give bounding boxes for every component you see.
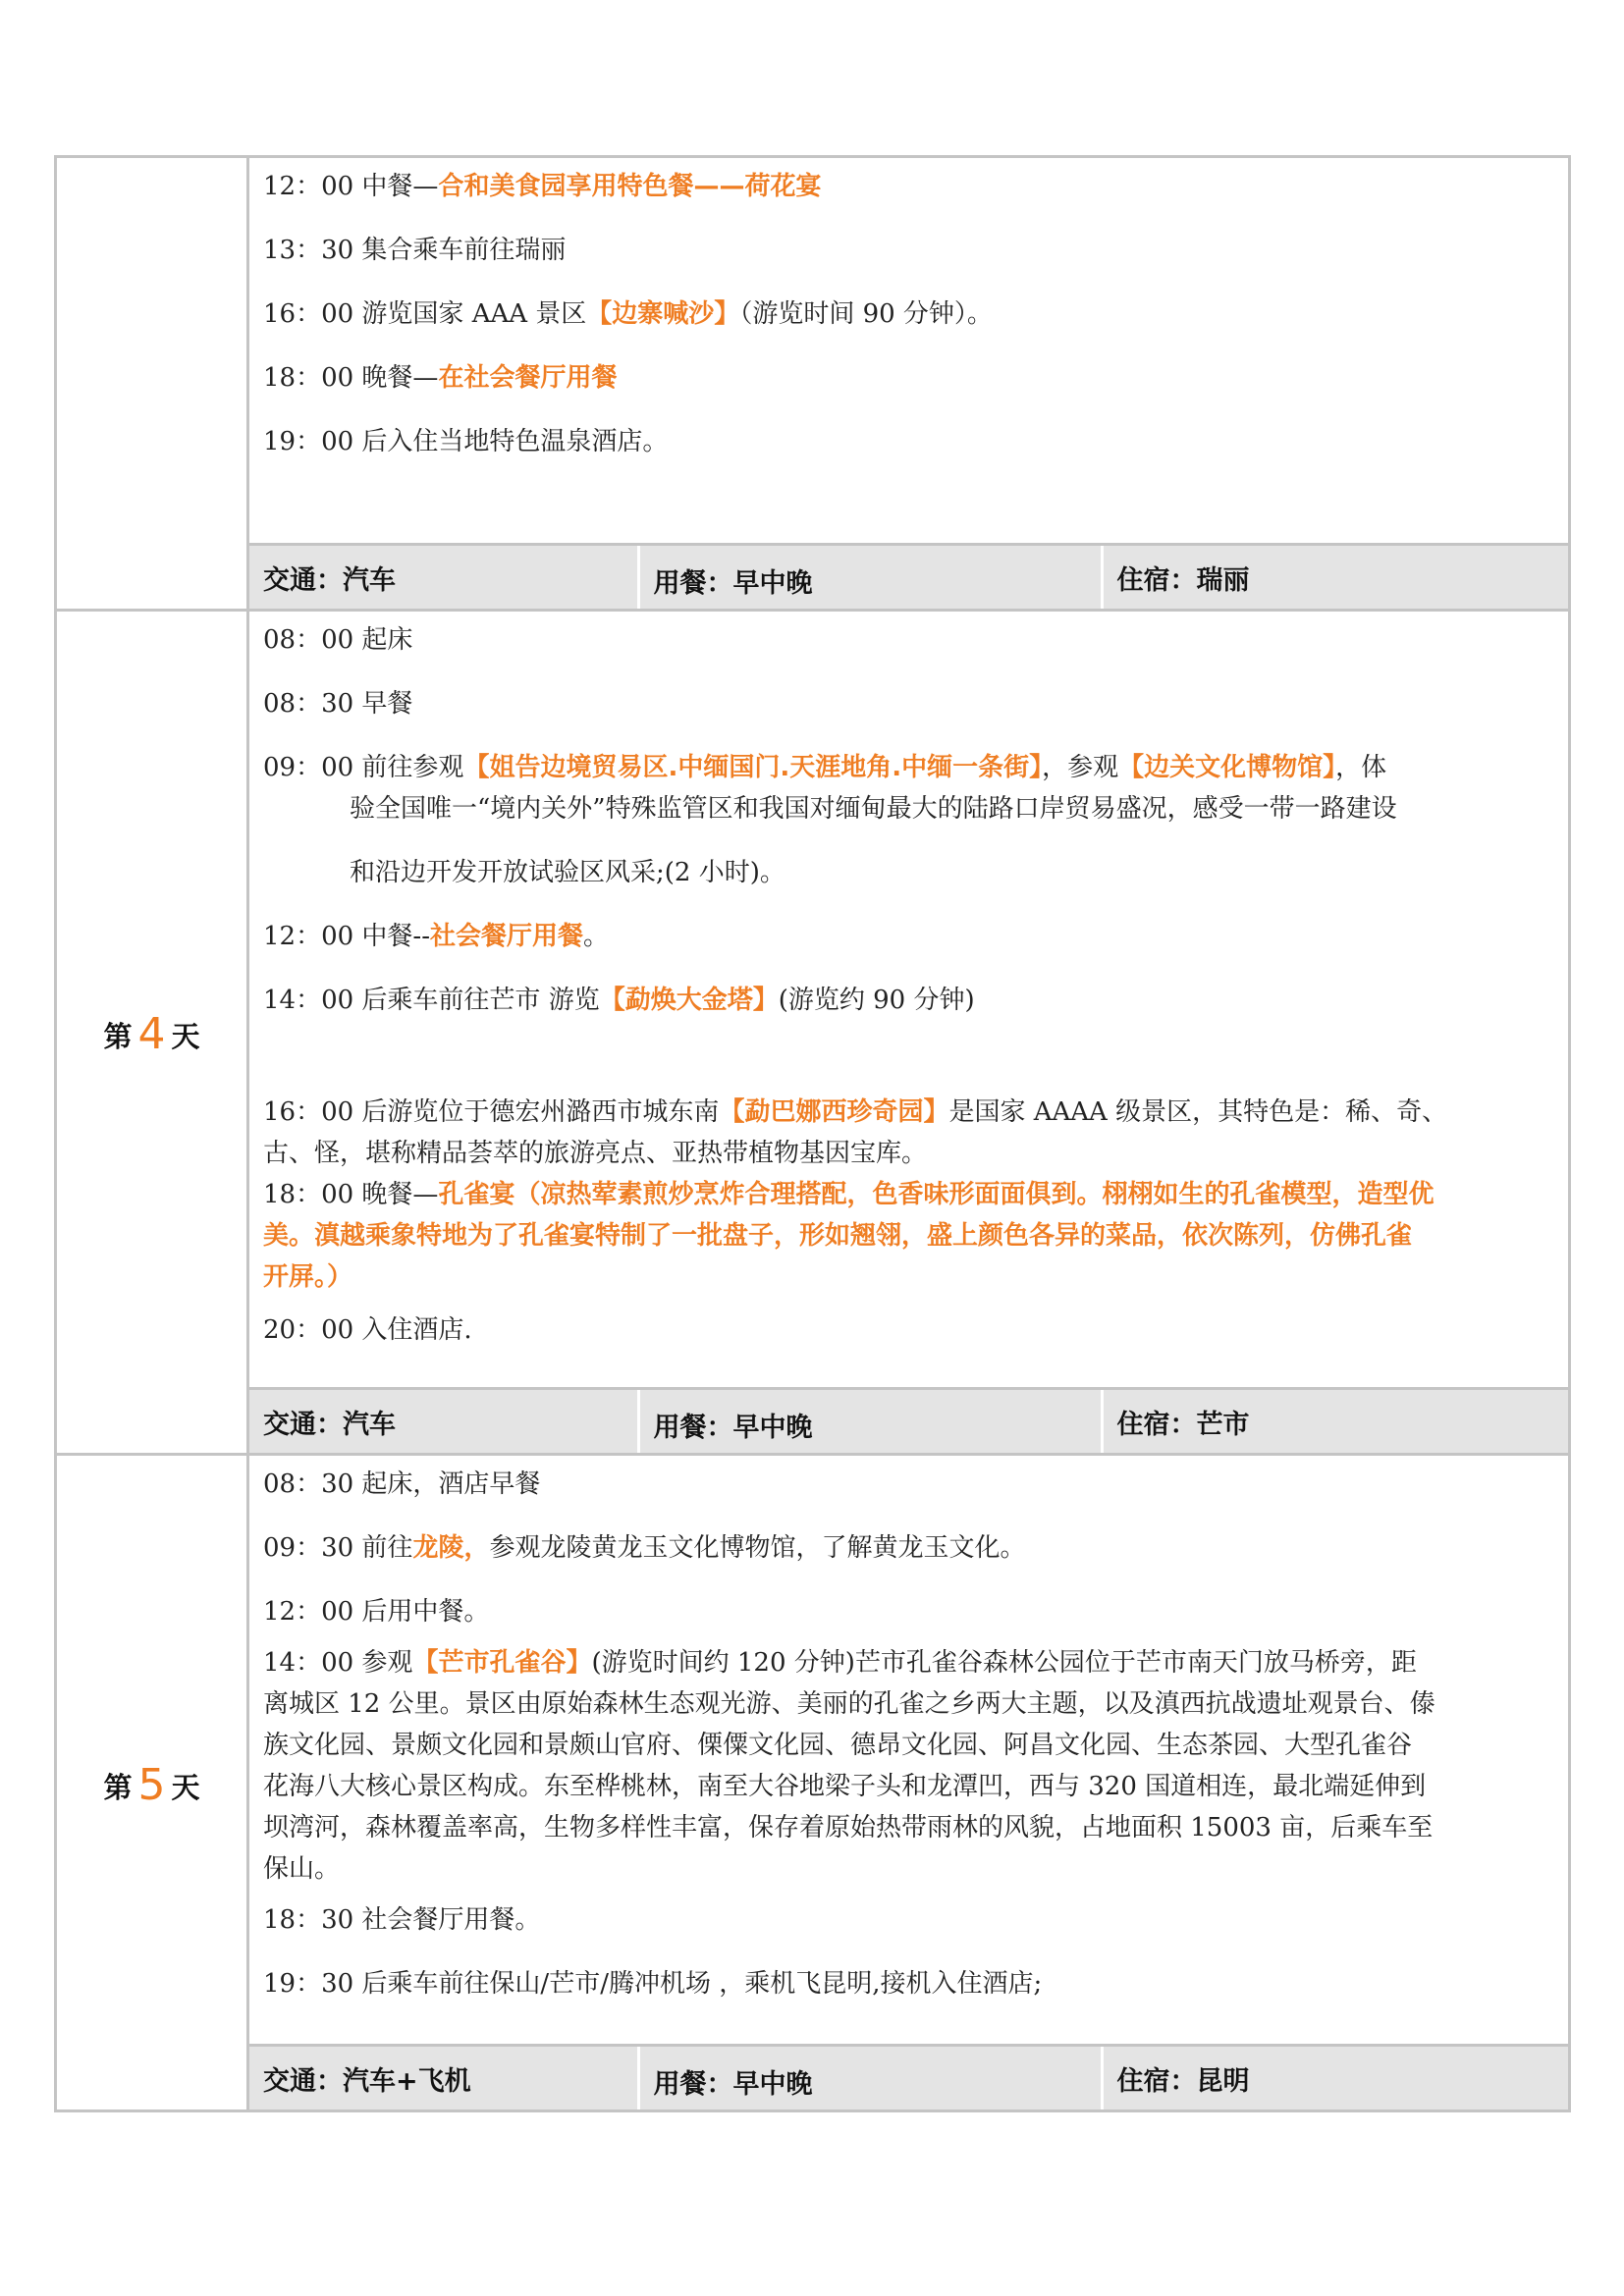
line-text: 08：00 起床 — [263, 625, 413, 655]
day3-content — [248, 157, 1570, 545]
line-text: 12：00 中餐— — [263, 172, 439, 201]
highlight-text: 社会餐厅用餐 — [430, 922, 584, 951]
line-text: 12：00 中餐-- — [263, 922, 431, 951]
spacer — [263, 1021, 1554, 1064]
day4-line-1 — [263, 619, 1554, 661]
day4-footer-row — [56, 1389, 1570, 1455]
day5-row — [56, 1455, 1570, 2046]
day3-footer-row — [56, 545, 1570, 611]
line-text: 。 — [583, 922, 610, 951]
day3-line-1 — [263, 166, 1554, 207]
day5-label — [103, 1759, 200, 1810]
hotel-label: 住宿：昆明 — [1102, 2047, 1568, 2109]
day4-line-5 — [263, 980, 1554, 1021]
hotel-label: 住宿：芒市 — [1102, 1390, 1568, 1453]
day5-line-4 — [263, 1642, 1554, 1683]
transport-label: 交通：汽车 — [249, 546, 638, 609]
day4-content — [248, 611, 1570, 1389]
day5-line-6 — [263, 1963, 1554, 2004]
day4-line-3-cont2 — [263, 852, 1554, 893]
day3-line-4 — [263, 357, 1554, 399]
day4-footer — [248, 1389, 1570, 1455]
line-text: 16：00 后游览位于德宏州潞西市城东南 — [263, 1097, 720, 1127]
itinerary-table — [54, 155, 1571, 2112]
highlight-text: 合和美食园享用特色餐——荷花宴 — [438, 172, 822, 201]
day3-footer — [248, 545, 1570, 611]
day4-line-6-cont — [263, 1133, 1554, 1174]
day-prefix: 第 — [103, 1770, 133, 1804]
highlight-text: 孔雀宴（凉热荤素煎炒烹炸合理搭配，色香味形面面俱到。栩栩如生的孔雀模型，造型优 — [438, 1180, 1435, 1209]
day4-line-8 — [263, 1309, 1554, 1351]
day4-line-3 — [263, 747, 1554, 788]
day5-line-5 — [263, 1899, 1554, 1941]
line-text: 14：00 后乘车前往芒市 游览 — [263, 986, 600, 1015]
line-text: (游览约 90 分钟) — [778, 986, 975, 1015]
day5-footer — [248, 2046, 1570, 2111]
highlight-text: 【芒市孔雀谷】 — [412, 1648, 592, 1678]
day5-footer-row — [56, 2046, 1570, 2111]
highlight-text: 【勐焕大金塔】 — [599, 986, 779, 1015]
day5-line-4-cont5: 保山。 — [263, 1854, 341, 1884]
line-text: 16：00 游览国家 AAA 景区 — [263, 299, 587, 329]
line-text: 古、怪，堪称精品荟萃的旅游亮点、亚热带植物基因宝库。 — [263, 1139, 928, 1168]
line-text: 验全国唯一“境内关外”特殊监管区和我国对缅甸最大的陆路口岸贸易盛况，感受一带一路建设 — [350, 794, 1397, 824]
day5-line-3 — [263, 1591, 1554, 1632]
day5-line-1 — [263, 1464, 1554, 1505]
day4-line-6 — [263, 1092, 1554, 1133]
line-text: 12：00 后用中餐。 — [263, 1597, 490, 1627]
meals-label: 用餐：早中晚 — [638, 1390, 1102, 1453]
meals-label: 用餐：早中晚 — [638, 2047, 1102, 2109]
line-text: 09：30 前往 — [263, 1533, 413, 1563]
line-text: 18：00 晚餐— — [263, 363, 439, 393]
hotel-label: 住宿：瑞丽 — [1102, 546, 1568, 609]
day4-line-2 — [263, 683, 1554, 724]
highlight-text: 【边寨喊沙】 — [586, 299, 740, 329]
line-text: 19：00 后入住当地特色温泉酒店。 — [263, 427, 669, 456]
transport-label: 交通：汽车+飞机 — [249, 2047, 638, 2109]
day-number: 5 — [137, 1759, 166, 1810]
day-suffix: 天 — [171, 1770, 200, 1804]
highlight-text: 在社会餐厅用餐 — [438, 363, 618, 393]
day3-line-3 — [263, 294, 1554, 335]
transport-label: 交通：汽车 — [249, 1390, 638, 1453]
day3-line-2 — [263, 230, 1554, 271]
day5-line-4-cont2: 族文化园、景颇文化园和景颇山官府、傈僳文化园、德昂文化园、阿昌文化园、生态茶园、大型孔雀谷 — [263, 1731, 1413, 1760]
line-text: 13：30 集合乘车前往瑞丽 — [263, 236, 567, 265]
day3-line-5 — [263, 421, 1554, 462]
day4-label — [103, 1009, 200, 1059]
highlight-text: 【边关文化博物馆】 — [1118, 753, 1336, 782]
line-text: 20：00 入住酒店. — [263, 1315, 472, 1345]
day-prefix: 第 — [103, 1020, 133, 1053]
day5-content — [248, 1455, 1570, 2046]
line-text: 14：00 参观 — [263, 1648, 413, 1678]
day-suffix: 天 — [171, 1020, 200, 1053]
day5-label-cell — [56, 1455, 248, 2111]
line-text: 08：30 早餐 — [263, 689, 413, 719]
highlight-text: 【勐巴娜西珍奇园】 — [719, 1097, 949, 1127]
line-text: 09：00 前往参观 — [263, 753, 464, 782]
day3-row — [56, 157, 1570, 545]
day4-line-7 — [263, 1174, 1554, 1215]
line-text: 18：30 社会餐厅用餐。 — [263, 1905, 541, 1935]
day5-line-2 — [263, 1527, 1554, 1569]
day4-row — [56, 611, 1570, 1389]
day5-line-4-cont4: 坝湾河，森林覆盖率高，生物多样性丰富，保存着原始热带雨林的风貌，占地面积 15003 亩，后乘车至 — [263, 1813, 1434, 1842]
day4-line-4 — [263, 916, 1554, 957]
line-text: ，体 — [1335, 753, 1387, 782]
highlight-text: 【姐告边境贸易区.中缅国门.天涯地角.中缅一条街】 — [463, 753, 1043, 782]
day5-line-4-cont1: 离城区 12 公里。景区由原始森林生态观光游、美丽的孔雀之乡两大主题，以及滇西抗战遗址观景台、傣 — [263, 1689, 1435, 1719]
line-text: ，参观 — [1042, 753, 1119, 782]
line-text: 18：00 晚餐— — [263, 1180, 439, 1209]
highlight-text: 龙陵， — [412, 1533, 490, 1563]
day3-label-cell — [56, 157, 248, 611]
day4-line-3-cont — [263, 788, 1554, 829]
line-text: 参观龙陵黄龙玉文化博物馆，了解黄龙玉文化。 — [489, 1533, 1026, 1563]
line-text: （游览时间 90 分钟）。 — [739, 299, 993, 329]
line-text: 08：30 起床，酒店早餐 — [263, 1469, 541, 1499]
day-number: 4 — [137, 1009, 166, 1059]
line-text: (游览时间约 120 分钟)芒市孔雀谷森林公园位于芒市南天门放马桥旁，距 — [591, 1648, 1417, 1678]
line-text: 是国家 AAAA 级景区，其特色是：稀、奇、 — [948, 1097, 1448, 1127]
day4-line-7-cont2: 开屏。） — [263, 1262, 353, 1292]
line-text: 和沿边开发开放试验区风采;(2 小时)。 — [350, 858, 785, 887]
day4-label-cell — [56, 611, 248, 1455]
day4-line-7-cont: 美。滇越乘象特地为了孔雀宴特制了一批盘子，形如翘翎，盛上颜色各异的菜品，依次陈列，仿佛孔雀 — [263, 1221, 1413, 1251]
line-text: 19：30 后乘车前往保山/芒市/腾冲机场 ，乘机飞昆明,接机入住酒店; — [263, 1969, 1043, 1999]
meals-label: 用餐：早中晚 — [638, 546, 1102, 609]
day5-line-4-cont3: 花海八大核心景区构成。东至桦桃林，南至大谷地梁子头和龙潭凹，西与 320 国道相连，最北端延伸到 — [263, 1772, 1427, 1801]
